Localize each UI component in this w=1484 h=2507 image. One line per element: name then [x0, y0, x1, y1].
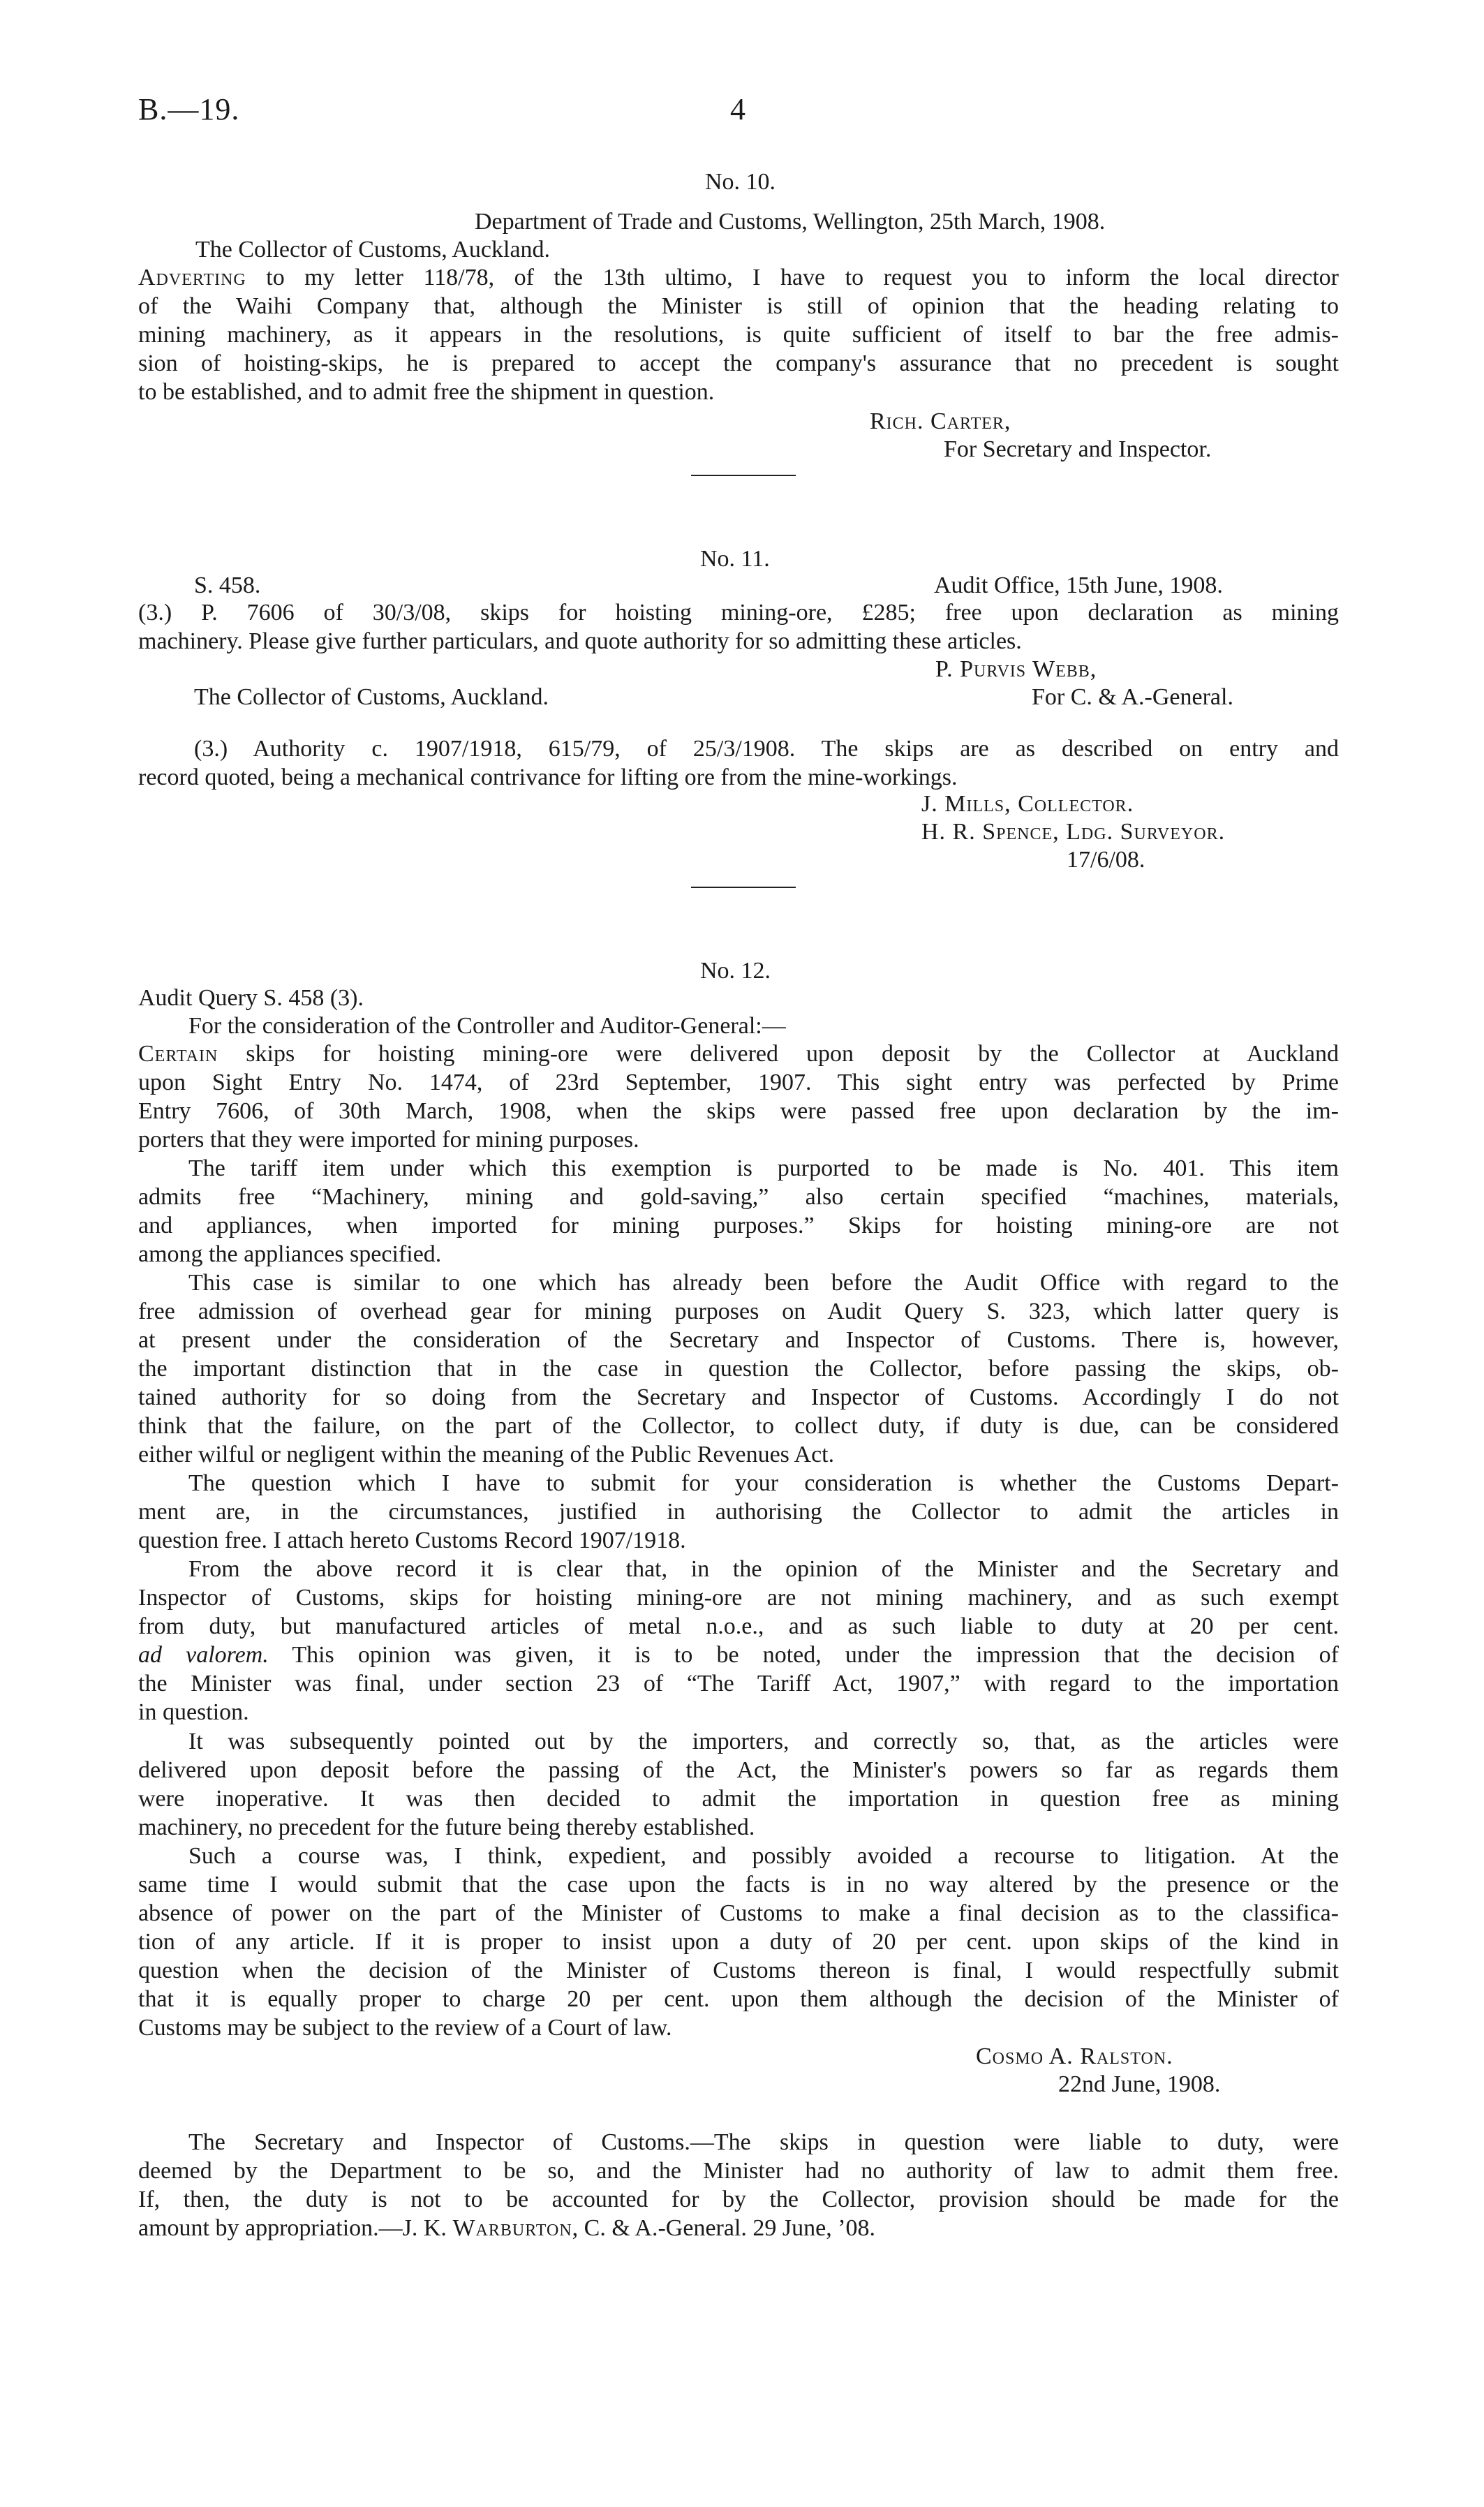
no10-signature: Rich. Carter,	[870, 408, 1011, 434]
no10-addressee: The Collector of Customs, Auckland.	[195, 237, 551, 262]
no11-addressee: The Collector of Customs, Auckland.	[194, 684, 549, 710]
no11-dateline: Audit Office, 15th June, 1908.	[934, 572, 1223, 598]
no12-paragraph-3: This case is similar to one which has already been before the Audit Office with regard to the free admission of overhead gear for mining purposes on Audit Query S. 323, which latter query is at present under the consideration of the Secretary and Inspector of Customs. There is, however, the important distinction that in the case in question the Collector, before passing the skips, ob- tained authority for so doing from the Secretary and Inspector of Customs. Accordingly I do not think that the failure, on the part of the Collector, to collect duty, if duty is due, can be considered either wilful or negligent within the meaning of the Public Revenues Act.	[138, 1270, 1339, 1467]
no11-title: No. 11.	[700, 546, 770, 572]
no10-title: No. 10.	[705, 169, 776, 195]
no12-paragraph-7: Such a course was, I think, expedient, and possibly avoided a recourse to litigation. At the same time I would submit that the case upon the facts is in no way altered by the presence or the absence of power on the part of the Minister of Customs to make a final decision as to the classifica- tion of any article. If it is proper to insist upon a duty of 20 per cent. upon skips of the kind in question when the decision of the Minister of Customs thereon is final, I would respectfully submit that it is equally proper to charge 20 per cent. upon them although the decision of the Minister of Customs may be subject to the review of a Court of law.	[138, 1843, 1339, 2041]
no12-paragraph-6: It was subsequently pointed out by the importers, and correctly so, that, as the articles were delivered upon deposit before the passing of the Act, the Minister's powers so far as regards them were inoperative. It was then decided to admit the importation in question free as mining machinery, no precedent for the future being thereby established.	[138, 1729, 1339, 1840]
section-divider	[691, 887, 796, 888]
no10-body: Adverting to my letter 118/78, of the 13th ultimo, I have to request you to inform the local director of the Waihi Company that, although the Minister is still of opinion that the heading relating to mining machinery, as it appears in the resolutions, is quite sufficient of itself to bar the free admis- sion of hoisting-skips, he is prepared to accept the company's assurance that no precedent is sought to be established, and to admit free the shipment in question.	[138, 265, 1339, 405]
no12-minute: The Secretary and Inspector of Customs.—The skips in question were liable to duty, were deemed by the Department to be so, and the Minister had no authority of law to admit them free. If, then, the duty is not to be accounted for by the Collector, provision should be made for the amount by appropriation.—J. K. Warburton, C. & A.-General. 29 June, ’08.	[138, 2129, 1339, 2241]
no12-paragraph-1: Certain skips for hoisting mining-ore were delivered upon deposit by the Collector at Auckland upon Sight Entry No. 1474, of 23rd September, 1907. This sight entry was perfected by Prime Entry 7606, of 30th March, 1908, when the skips were passed free upon declaration by the im- porters that they were imported for mining purposes.	[138, 1041, 1339, 1153]
no10-lead-word: Adverting	[138, 265, 246, 290]
no11-reply-date: 17/6/08.	[1067, 847, 1145, 873]
no10-dateline: Department of Trade and Customs, Wellington, 25th March, 1908.	[475, 209, 1106, 235]
no12-signature: Cosmo A. Ralston.	[976, 2043, 1173, 2069]
latin-phrase: ad valorem.	[138, 1642, 269, 1668]
document-reference: B.—19.	[138, 92, 240, 126]
no11-signature-title: For C. & A.-General.	[1032, 684, 1233, 710]
no12-paragraph-2: The tariff item under which this exemption is purported to be made is No. 401. This item admits free “Machinery, mining and gold-saving,” also certain specified “machines, materials, and appliances, when imported for mining purposes.” Skips for hoisting mining-ore are not among the appliances specified.	[138, 1155, 1339, 1267]
section-divider	[691, 475, 796, 476]
no11-body: (3.) P. 7606 of 30/3/08, skips for hoisting mining-ore, £285; free upon declaration as mining machinery. Please give further particulars, and quote authority for so admitting these articles.	[138, 600, 1339, 654]
no11-signature: P. Purvis Webb,	[935, 656, 1097, 682]
no12-query: Audit Query S. 458 (3).	[138, 985, 364, 1011]
no12-paragraph-5: From the above record it is clear that, in the opinion of the Minister and the Secretary and Inspector of Customs, skips for hoisting mining-ore are not mining machinery, and as such exempt from duty, but manufactured articles of metal n.o.e., and as such liable to duty at 20 per cent. ad valorem. This opinion was given, it is to be noted, under the impression that the decision of the Minister was final, under section 23 of “The Tariff Act, 1907,” with regard to the importation in question.	[138, 1556, 1339, 1725]
no12-signature-date: 22nd June, 1908.	[1058, 2071, 1221, 2097]
no12-title: No. 12.	[700, 958, 771, 984]
page-number: 4	[730, 92, 746, 126]
minute-signatory: Warburton	[452, 2215, 572, 2241]
no11-reply-signature-2: H. R. Spence, Ldg. Surveyor.	[921, 819, 1226, 845]
no10-signature-title: For Secretary and Inspector.	[944, 436, 1212, 462]
no11-reply-signature-1: J. Mills, Collector.	[921, 791, 1134, 817]
no12-lead-word: Certain	[138, 1041, 218, 1067]
no11-reply: (3.) Authority c. 1907/1918, 615/79, of 25/3/1908. The skips are as described on entry and record quoted, being a mechanical contrivance for lifting ore from the mine-workings.	[138, 736, 1339, 790]
no11-ref: S. 458.	[194, 572, 261, 598]
no12-for-line: For the consideration of the Controller and Auditor-General:—	[188, 1013, 786, 1039]
no12-paragraph-4: The question which I have to submit for your consideration is whether the Customs Depart- ment are, in the circumstances, justified in authorising the Collector to admit the articles in question free. I attach hereto Customs Record 1907/1918.	[138, 1470, 1339, 1553]
